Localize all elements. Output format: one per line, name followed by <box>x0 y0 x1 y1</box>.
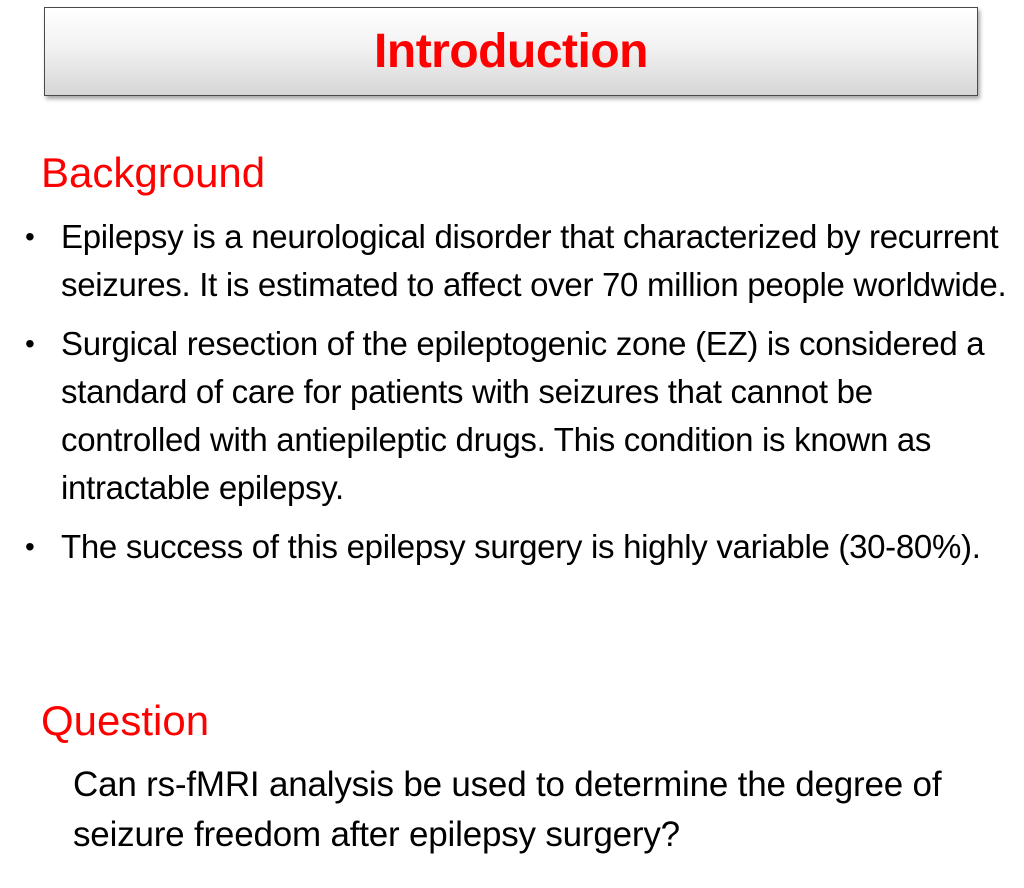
bullet-item <box>22 213 1012 309</box>
question-heading: Question <box>41 697 210 744</box>
bullet-text: Epilepsy is a neurological disorder that characterized by recurrent seizures. It is estimated to affect over 70 million people worldwide. <box>61 218 1007 303</box>
background-heading: Background <box>41 149 266 196</box>
bullet-icon: • <box>25 531 35 562</box>
question-text: Can rs-fMRI analysis be used to determine the degree of seizure freedom after epilepsy surgery? <box>73 765 942 854</box>
bullet-text: The success of this epilepsy surgery is highly variable (30-80%). <box>61 528 981 565</box>
bullet-icon: • <box>25 328 35 359</box>
slide-title: Introduction <box>374 25 648 78</box>
bullet-text: Surgical resection of the epileptogenic zone (EZ) is considered a standard of care for patients with seizures that cannot be controlled with antiepileptic drugs. This condition is known as intractable epilepsy. <box>61 325 985 506</box>
title-banner <box>44 7 978 96</box>
bullet-list <box>22 213 1012 582</box>
bullet-item <box>22 523 1012 571</box>
bullet-item <box>22 320 1012 512</box>
bullet-icon: • <box>25 221 35 252</box>
